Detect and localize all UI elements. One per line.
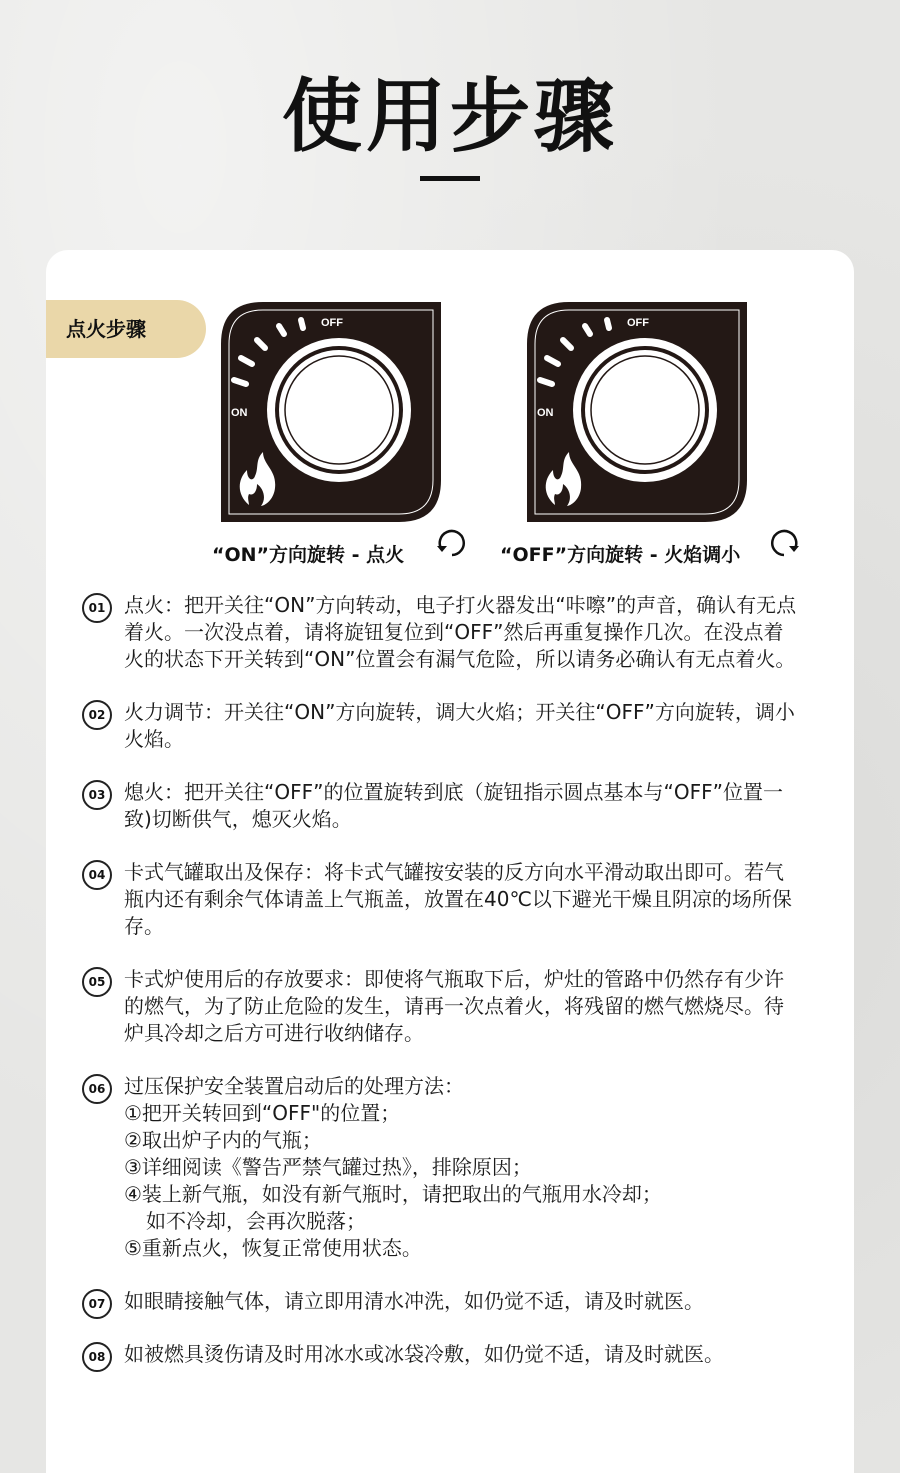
step-item-04 (82, 859, 802, 940)
step-item-06 (82, 1073, 802, 1262)
step-text: 火力调节：开关往“ON”方向旋转，调大火焰；开关往“OFF”方向旋转，调小火焰。 (124, 700, 795, 751)
step-text: 卡式气罐取出及保存：将卡式气罐按安装的反方向水平滑动取出即可。若气瓶内还有剩余气体请盖上气瓶盖，放置在40℃以下避光干燥且阴凉的场所保存。 (124, 860, 792, 938)
knob-label-off: OFF (627, 317, 649, 329)
section-tab-ignition: 点火步骤 (46, 300, 206, 358)
step-item-01 (82, 592, 802, 673)
step-sub-line: ①把开关转回到“OFF"的位置； (124, 1101, 401, 1125)
step-sub-line: ④装上新气瓶，如没有新气瓶时，请把取出的气瓶用水冷却； (124, 1182, 662, 1206)
step-text: 点火：把开关往“ON”方向转动，电子打火器发出“咔嚓”的声音，确认有无点着火。一次没点着，请将旋钮复位到“OFF”然后再重复操作几次。在没点着火的状态下开关转到“ON”位置会有漏气危险，所以请务必确认有无点着火。 (124, 593, 797, 671)
step-text: 如眼睛接触气体，请立即用清水冲洗，如仍觉不适，请及时就医。 (124, 1289, 704, 1313)
knob-label-on: ON (231, 407, 248, 419)
step-item-08 (82, 1341, 802, 1368)
step-number-badge: 05 (82, 967, 112, 997)
rotate-clockwise-icon (770, 528, 802, 560)
step-number-badge: 03 (82, 780, 112, 810)
title-underline (420, 176, 480, 181)
knob-caption-on: “ON”方向旋转 - 点火 (212, 544, 405, 566)
knob-diagram-off (525, 300, 749, 524)
knob-label-off: OFF (321, 317, 343, 329)
steps-list (82, 592, 802, 1368)
step-item-03 (82, 779, 802, 833)
step-sub-line: 过压保护安全装置启动后的处理方法： (124, 1074, 464, 1098)
step-text: 熄火：把开关往“OFF”的位置旋转到底（旋钮指示圆点基本与“OFF”位置一致)切断供气，熄灭火焰。 (124, 780, 783, 831)
step-number-badge: 04 (82, 860, 112, 890)
step-sub-line: 如不冷却，会再次脱落； (146, 1209, 366, 1233)
step-number-badge: 07 (82, 1289, 112, 1319)
knob-caption-off: “OFF”方向旋转 - 火焰调小 (500, 544, 741, 566)
step-number-badge: 01 (82, 593, 112, 623)
step-text: 如被燃具烫伤请及时用冰水或冰袋冷敷，如仍觉不适，请及时就医。 (124, 1342, 724, 1366)
page-title: 使用步骤 (282, 70, 618, 163)
knob-dial-graphic (525, 300, 749, 524)
step-sub-line: ⑤重新点火，恢复正常使用状态。 (124, 1236, 422, 1260)
knob-diagram-on (219, 300, 443, 524)
rotate-counterclockwise-icon (434, 528, 466, 560)
step-text: 卡式炉使用后的存放要求：即使将气瓶取下后，炉灶的管路中仍然存有少许的燃气，为了防止危险的发生，请再一次点着火，将残留的燃气燃烧尽。待炉具冷却之后方可进行收纳储存。 (124, 967, 784, 1045)
step-item-07 (82, 1288, 802, 1315)
step-sub-line: ③详细阅读《警告严禁气罐过热》，排除原因； (124, 1155, 532, 1179)
step-number-badge: 08 (82, 1342, 112, 1372)
step-item-05 (82, 966, 802, 1047)
step-sub-line: ②取出炉子内的气瓶； (124, 1128, 322, 1152)
step-number-badge: 02 (82, 700, 112, 730)
knob-dial-graphic (219, 300, 443, 524)
step-item-02 (82, 699, 802, 753)
knob-label-on: ON (537, 407, 554, 419)
step-number-badge: 06 (82, 1074, 112, 1104)
step-text (124, 1073, 802, 1262)
